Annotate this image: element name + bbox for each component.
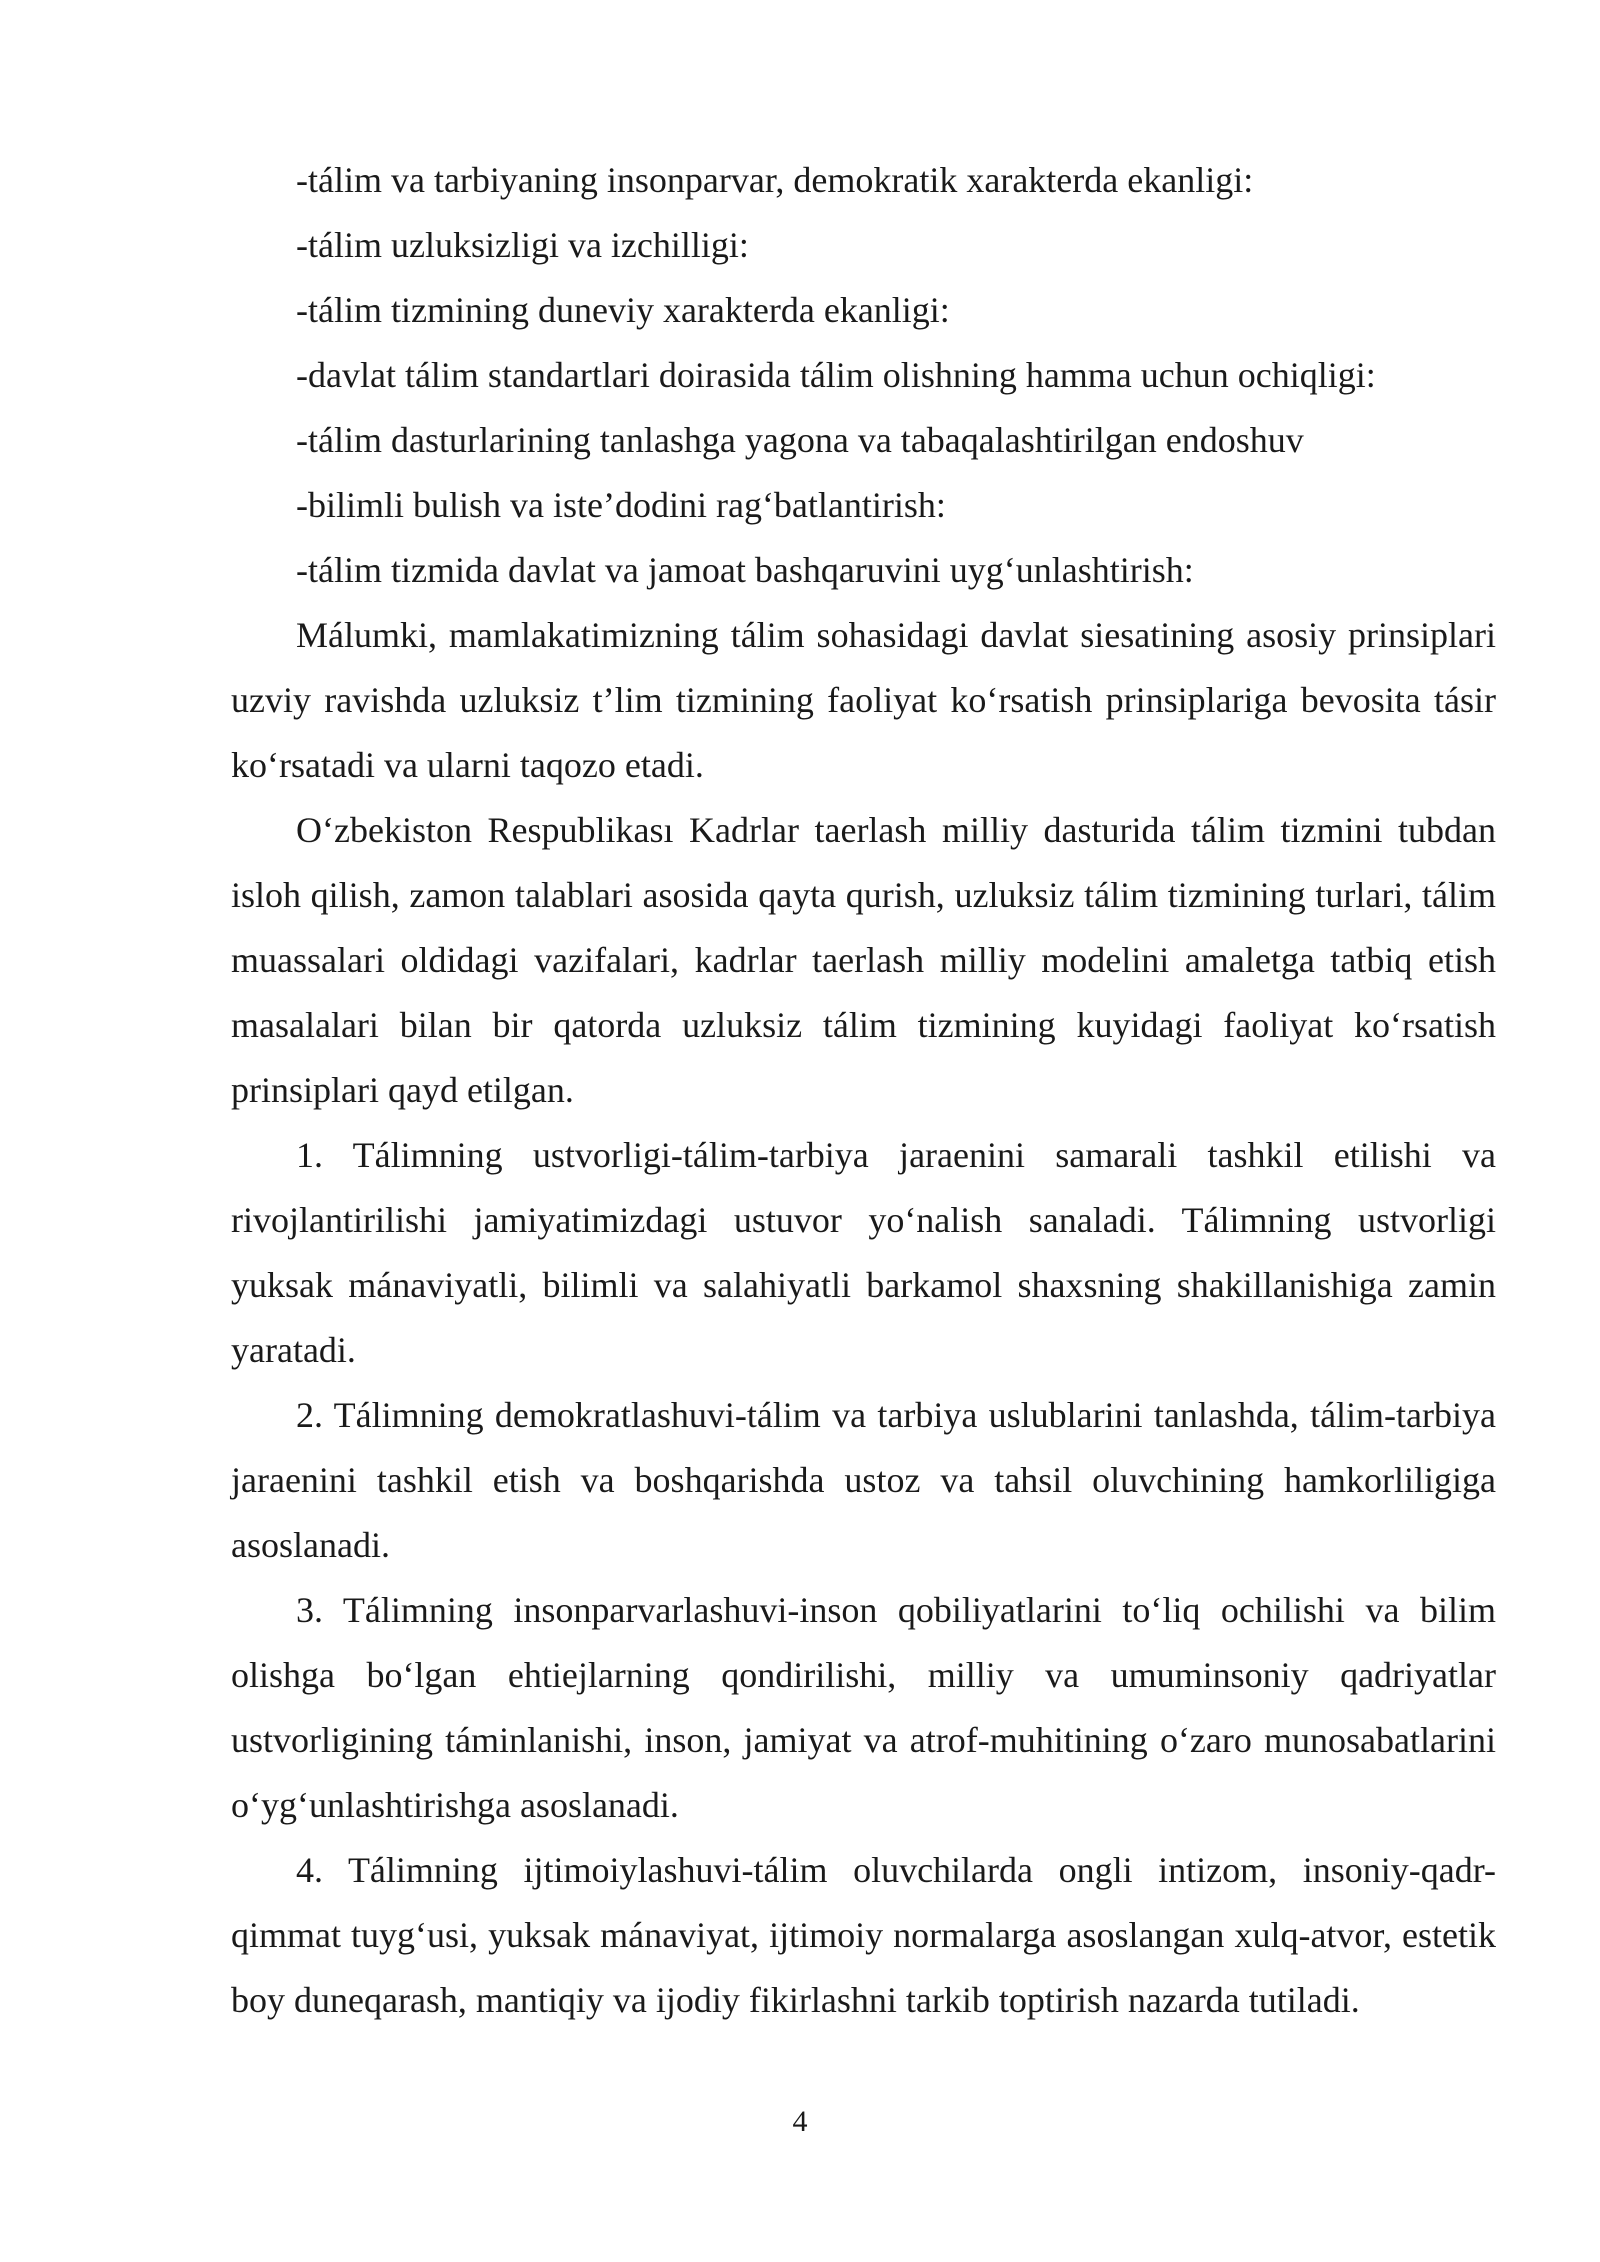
principle-list-item: -davlat tálim standartlari doirasida tálim olishning hamma uchun ochiqligi: (296, 355, 1376, 395)
numbered-principle-3: 3. Tálimning insonparvarlashuvi-inson qobiliyatlarini to‘liq ochilishi va bilim olishga bo‘lgan ehtiejlarning qondirilishi, milliy va umuminsoniy qadriyatlar ustvorligining táminlanishi, inson, jamiyat va atrof-muhitining o‘zaro munosabatlarini o‘yg‘unlashtirishga asoslanadi. (231, 1590, 1496, 1825)
principle-list-item: -tálim dasturlarining tanlashga yagona va tabaqalashtirilgan endoshuv (296, 420, 1304, 460)
page-body (231, 148, 1496, 2033)
principle-list-item: -tálim tizmida davlat va jamoat bashqaruvini uyg‘unlashtirish: (296, 550, 1194, 590)
numbered-principle-4: 4. Tálimning ijtimoiylashuvi-tálim oluvchilarda ongli intizom, insoniy-qadr-qimmat tuyg‘usi, yuksak mánaviyat, ijtimoiy normalarga asoslangan xulq-atvor, estetik boy duneqarash, mantiqiy va ijodiy fikirlashni tarkib toptirish nazarda tutiladi. (231, 1850, 1496, 2020)
principle-list-item: -tálim uzluksizligi va izchilligi: (296, 225, 749, 265)
numbered-principle-1: 1. Tálimning ustvorligi-tálim-tarbiya jaraenini samarali tashkil etilishi va rivojlantirilishi jamiyatimizdagi ustuvor yo‘nalish sanaladi. Tálimning ustvorligi yuksak mánaviyatli, bilimli va salahiyatli barkamol shaxsning shakillanishiga zamin yaratadi. (231, 1135, 1496, 1370)
principle-list-item: -bilimli bulish va iste’dodini rag‘batlantirish: (296, 485, 946, 525)
principle-list-item: -tálim tizmining duneviy xarakterda ekanligi: (296, 290, 950, 330)
body-paragraph-program: O‘zbekiston Respublikası Kadrlar taerlash milliy dasturida tálim tizmini tubdan isloh qilish, zamon talablari asosida qayta qurish, uzluksiz tálim tizmining turlari, tálim muassalari oldidagi vazifalari, kadrlar taerlash milliy modelini amaletga tatbiq etish masalalari bilan bir qatorda uzluksiz tálim tizmining kuyidagi faoliyat ko‘rsatish prinsiplari qayd etilgan. (231, 810, 1496, 1110)
principle-list-item: -tálim va tarbiyaning insonparvar, demokratik xarakterda ekanligi: (296, 160, 1254, 200)
numbered-principle-2: 2. Tálimning demokratlashuvi-tálim va tarbiya uslublarini tanlashda, tálim-tarbiya jaraenini tashkil etish va boshqarishda ustoz va tahsil oluvchining hamkorliligiga asoslanadi. (231, 1395, 1496, 1565)
body-paragraph-intro: Málumki, mamlakatimizning tálim sohasidagi davlat siesatining asosiy prinsiplari uzviy ravishda uzluksiz t’lim tizmining faoliyat ko‘rsatish prinsiplariga bevosita tásir ko‘rsatadi va ularni taqozo etadi. (231, 615, 1496, 785)
page-number: 4 (792, 2105, 808, 2138)
